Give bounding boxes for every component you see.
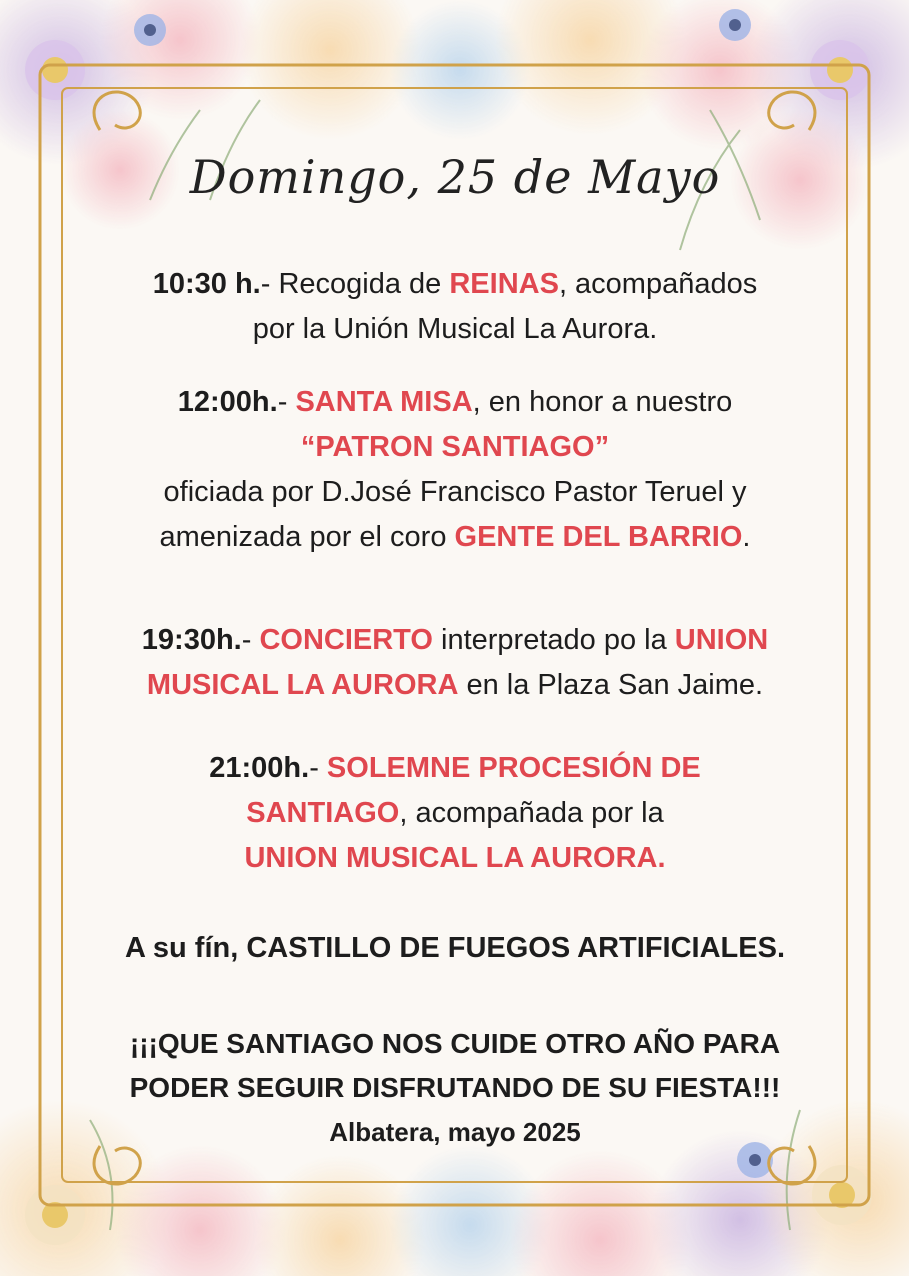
highlight: UNION xyxy=(674,624,769,656)
highlight: SANTIAGO xyxy=(246,797,400,829)
event-time: 12:00h. xyxy=(177,386,278,418)
event-time: 19:30h. xyxy=(141,624,242,656)
event-time: 21:00h. xyxy=(209,752,310,784)
highlight: REINAS xyxy=(449,268,559,300)
event-time: 10:30 h. xyxy=(152,268,261,300)
page-title: Domingo, 25 de Mayo xyxy=(189,150,721,204)
highlight: CONCIERTO xyxy=(259,624,433,656)
final-message: ¡¡¡QUE SANTIAGO NOS CUIDE OTRO AÑO PARA PODER SEGUIR DISFRUTANDO DE SU FIESTA!!! xyxy=(129,1028,781,1103)
event-1200: 12:00h.- SANTA MISA, en honor a nuestro “PATRON SANTIAGO” oficiada por D.José Francisco Pastor Teruel y amenizada por el coro GENTE DEL BARRIO. xyxy=(159,386,751,553)
closing-line: A su fín, CASTILLO DE FUEGOS ARTIFICIALES. xyxy=(124,932,786,964)
highlight: UNION MUSICAL LA AURORA. xyxy=(244,842,666,874)
highlight: SANTA MISA xyxy=(295,386,473,418)
event-2100: 21:00h.- SOLEMNE PROCESIÓN DE SANTIAGO, acompañada por la UNION MUSICAL LA AURORA. xyxy=(209,752,701,874)
event-1030: 10:30 h.- Recogida de REINAS, acompañados por la Unión Musical La Aurora. xyxy=(152,268,758,345)
highlight: “PATRON SANTIAGO” xyxy=(300,431,610,463)
highlight: GENTE DEL BARRIO xyxy=(454,521,743,553)
event-1930: 19:30h.- CONCIERTO interpretado po la UNION MUSICAL LA AURORA en la Plaza San Jaime. xyxy=(141,624,769,701)
place-date: Albatera, mayo 2025 xyxy=(329,1117,581,1147)
highlight: MUSICAL LA AURORA xyxy=(146,669,459,701)
highlight: SOLEMNE PROCESIÓN DE xyxy=(326,752,701,784)
